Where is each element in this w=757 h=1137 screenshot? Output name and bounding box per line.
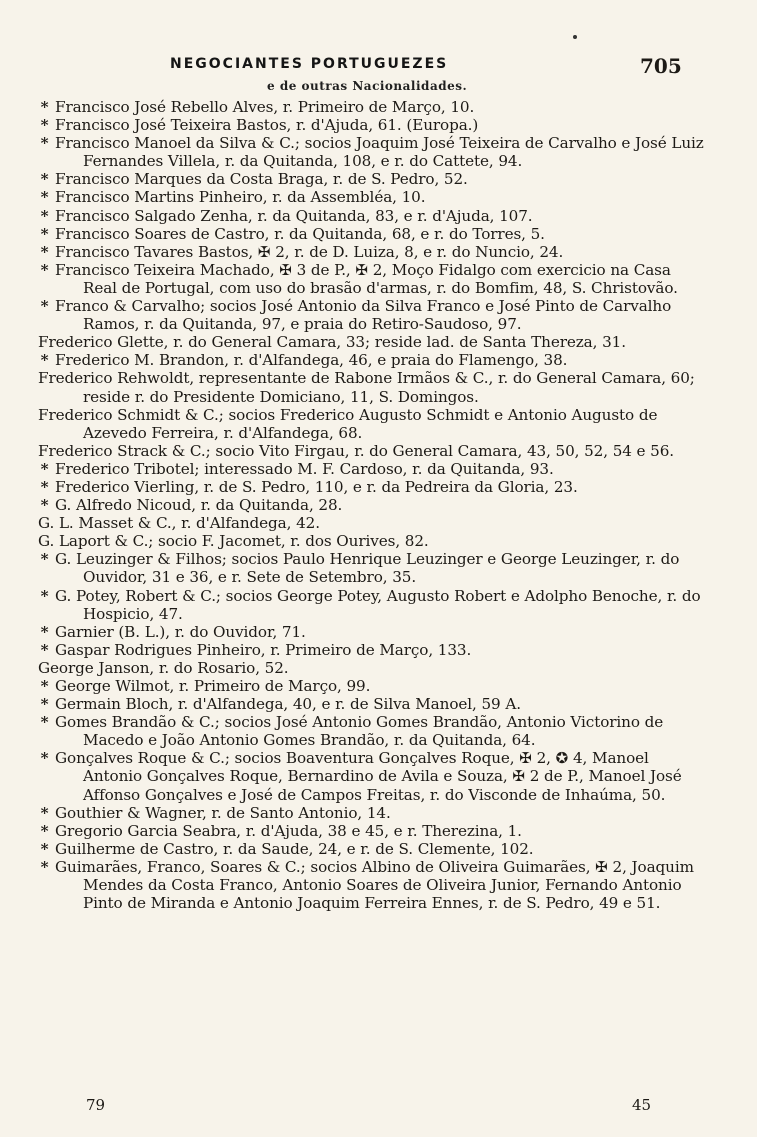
directory-entry [38, 587, 704, 623]
directory-entry [38, 442, 704, 460]
entry-text: Frederico Strack & C.; socio Vito Firgau, r. do General Camara, 43, 50, 52, 54 e 56. [38, 441, 675, 460]
signature-number-right: 45 [632, 1096, 652, 1114]
directory-entry [38, 659, 704, 677]
asterisk-marker: * [40, 695, 49, 714]
entry-text: Gonçalves Roque & C.; socios Boaventura Gonçalves Roque, ✠ 2, ✪ 4, Manoel Antonio Gonçalves Roque, Bernardino de Avila e Souza, ✠ 2 de P., Manoel José Affonso Gonçalves e José de Campos Freitas, r. do Visconde de Inhaúma, 50. [55, 749, 682, 804]
page-number: 705 [640, 54, 682, 78]
entry-text: Frederico Schmidt & C.; socios Frederico Augusto Schmidt e Antonio Augusto de Azevedo Ferreira, r. d'Alfandega, 68. [38, 405, 658, 442]
asterisk-marker: * [40, 242, 49, 261]
entry-text: Garnier (B. L.), r. do Ouvidor, 71. [55, 622, 306, 641]
asterisk-marker: * [40, 297, 49, 316]
directory-entry [38, 261, 704, 297]
entry-text: Francisco Soares de Castro, r. da Quitanda, 68, e r. do Torres, 5. [55, 224, 545, 243]
directory-entry [38, 478, 704, 496]
asterisk-marker: * [40, 206, 49, 225]
directory-entry [38, 822, 704, 840]
asterisk-marker: * [40, 134, 49, 153]
entry-text: Francisco Teixeira Machado, ✠ 3 de P., ✠ 2, Moço Fidalgo com exercicio na Casa Real de Portugal, com uso do brasão d'armas, r. do Bomfim, 48, S. Christovão. [55, 260, 678, 297]
asterisk-marker: * [40, 713, 49, 732]
entry-text: Frederico M. Brandon, r. d'Alfandega, 46, e praia do Flamengo, 38. [55, 351, 568, 370]
asterisk-marker: * [40, 477, 49, 496]
directory-entry [38, 804, 704, 822]
asterisk-marker: * [40, 640, 49, 659]
entry-text: Francisco José Teixeira Bastos, r. d'Ajuda, 61. (Europa.) [55, 116, 479, 135]
asterisk-marker: * [40, 749, 49, 768]
directory-list [38, 98, 704, 912]
directory-entry [38, 623, 704, 641]
asterisk-marker: * [40, 224, 49, 243]
entry-text: George Janson, r. do Rosario, 52. [38, 658, 289, 677]
entry-text: Francisco Salgado Zenha, r. da Quitanda, 83, e r. d'Ajuda, 107. [55, 206, 533, 225]
asterisk-marker: * [40, 116, 49, 135]
directory-entry [38, 713, 704, 749]
directory-entry [38, 225, 704, 243]
asterisk-marker: * [40, 188, 49, 207]
asterisk-marker: * [40, 803, 49, 822]
asterisk-marker: * [40, 496, 49, 515]
directory-entry [38, 532, 704, 550]
entry-text: G. Leuzinger & Filhos; socios Paulo Henrique Leuzinger e George Leuzinger, r. do Ouvidor, 31 e 36, e r. Sete de Setembro, 35. [55, 550, 680, 587]
asterisk-marker: * [40, 677, 49, 695]
entry-text: Frederico Tribotel; interessado M. F. Cardoso, r. da Quitanda, 93. [55, 459, 554, 478]
directory-entry [38, 677, 704, 695]
entry-text: G. Laport & C.; socio F. Jacomet, r. dos Ourives, 82. [38, 532, 429, 551]
entry-text: G. Potey, Robert & C.; socios George Potey, Augusto Robert e Adolpho Benoche, r. do Hospicio, 47. [55, 586, 701, 623]
entry-text: George Wilmot, r. Primeiro de Março, 99. [55, 677, 371, 695]
asterisk-marker: * [40, 586, 49, 605]
entry-text: Guilherme de Castro, r. da Saude, 24, e r. de S. Clemente, 102. [55, 839, 534, 858]
directory-entry [38, 858, 704, 912]
directory-entry [38, 297, 704, 333]
directory-entry [38, 460, 704, 478]
directory-entry [38, 496, 704, 514]
asterisk-marker: * [40, 459, 49, 478]
entry-text: Gouthier & Wagner, r. de Santo Antonio, 14. [55, 803, 391, 822]
directory-entry [38, 134, 704, 170]
directory-entry [38, 695, 704, 713]
entry-text: Gregorio Garcia Seabra, r. d'Ajuda, 38 e 45, e r. Therezina, 1. [55, 821, 522, 840]
entry-text: Francisco Tavares Bastos, ✠ 2, r. de D. Luiza, 8, e r. do Nuncio, 24. [55, 242, 564, 261]
entry-text: Francisco José Rebello Alves, r. Primeiro de Março, 10. [55, 98, 475, 116]
entry-text: Gaspar Rodrigues Pinheiro, r. Primeiro de Março, 133. [55, 640, 472, 659]
directory-entry [38, 116, 704, 134]
directory-entry [38, 207, 704, 225]
entry-text: Guimarães, Franco, Soares & C.; socios Albino de Oliveira Guimarães, ✠ 2, Joaquim Mendes da Costa Franco, Antonio Soares de Oliveira Junior, Fernando Antonio Pinto de Miranda e Antonio Joaquim Ferreira Ennes, r. de S. Pedro, 49 e 51. [55, 857, 694, 913]
asterisk-marker: * [40, 170, 49, 189]
entry-text: Germain Bloch, r. d'Alfandega, 40, e r. de Silva Manoel, 59 A. [55, 695, 521, 714]
entry-text: G. Alfredo Nicoud, r. da Quitanda, 28. [55, 496, 343, 515]
directory-entry [38, 170, 704, 188]
entry-text: Frederico Glette, r. do General Camara, 33; reside lad. de Santa Thereza, 31. [38, 333, 626, 352]
directory-entry [38, 514, 704, 532]
directory-entry [38, 188, 704, 206]
directory-entry [38, 749, 704, 803]
asterisk-marker: * [40, 260, 49, 279]
directory-entry [38, 641, 704, 659]
asterisk-marker: * [40, 857, 49, 876]
directory-entry [38, 98, 704, 116]
entry-text: Franco & Carvalho; socios José Antonio da Silva Franco e José Pinto de Carvalho Ramos, r. da Quitanda, 97, e praia do Retiro-Saudoso, 97. [55, 297, 672, 334]
directory-entry [38, 840, 704, 858]
page-subtitle: e de outras Nacionalidades. [267, 79, 468, 93]
directory-entry [38, 243, 704, 261]
ink-speck [573, 35, 577, 39]
asterisk-marker: * [40, 98, 49, 116]
directory-entry [38, 406, 704, 442]
asterisk-marker: * [40, 622, 49, 641]
page-header-title: NEGOCIANTES PORTUGUEZES [170, 56, 449, 72]
entry-text: Francisco Martins Pinheiro, r. da Assembléa, 10. [55, 188, 426, 207]
directory-entry [38, 369, 704, 405]
entry-text: Gomes Brandão & C.; socios José Antonio Gomes Brandão, Antonio Victorino de Macedo e João Antonio Gomes Brandão, r. da Quitanda, 64. [55, 713, 664, 750]
asterisk-marker: * [40, 550, 49, 569]
entry-text: Frederico Vierling, r. de S. Pedro, 110, e r. da Pedreira da Gloria, 23. [55, 477, 578, 496]
asterisk-marker: * [40, 839, 49, 858]
directory-entry [38, 550, 704, 586]
asterisk-marker: * [40, 351, 49, 370]
entry-text: G. L. Masset & C., r. d'Alfandega, 42. [38, 514, 320, 533]
directory-entry [38, 333, 704, 351]
entry-text: Francisco Manoel da Silva & C.; socios Joaquim José Teixeira de Carvalho e José Luiz Fernandes Villela, r. da Quitanda, 108, e r. do Cattete, 94. [55, 134, 704, 171]
entry-text: Francisco Marques da Costa Braga, r. de S. Pedro, 52. [55, 170, 468, 189]
signature-number-left: 79 [86, 1096, 106, 1114]
asterisk-marker: * [40, 821, 49, 840]
directory-entry [38, 351, 704, 369]
entry-text: Frederico Rehwoldt, representante de Rabone Irmãos & C., r. do General Camara, 60; reside r. do Presidente Domiciano, 11, S. Domingos. [38, 369, 695, 406]
